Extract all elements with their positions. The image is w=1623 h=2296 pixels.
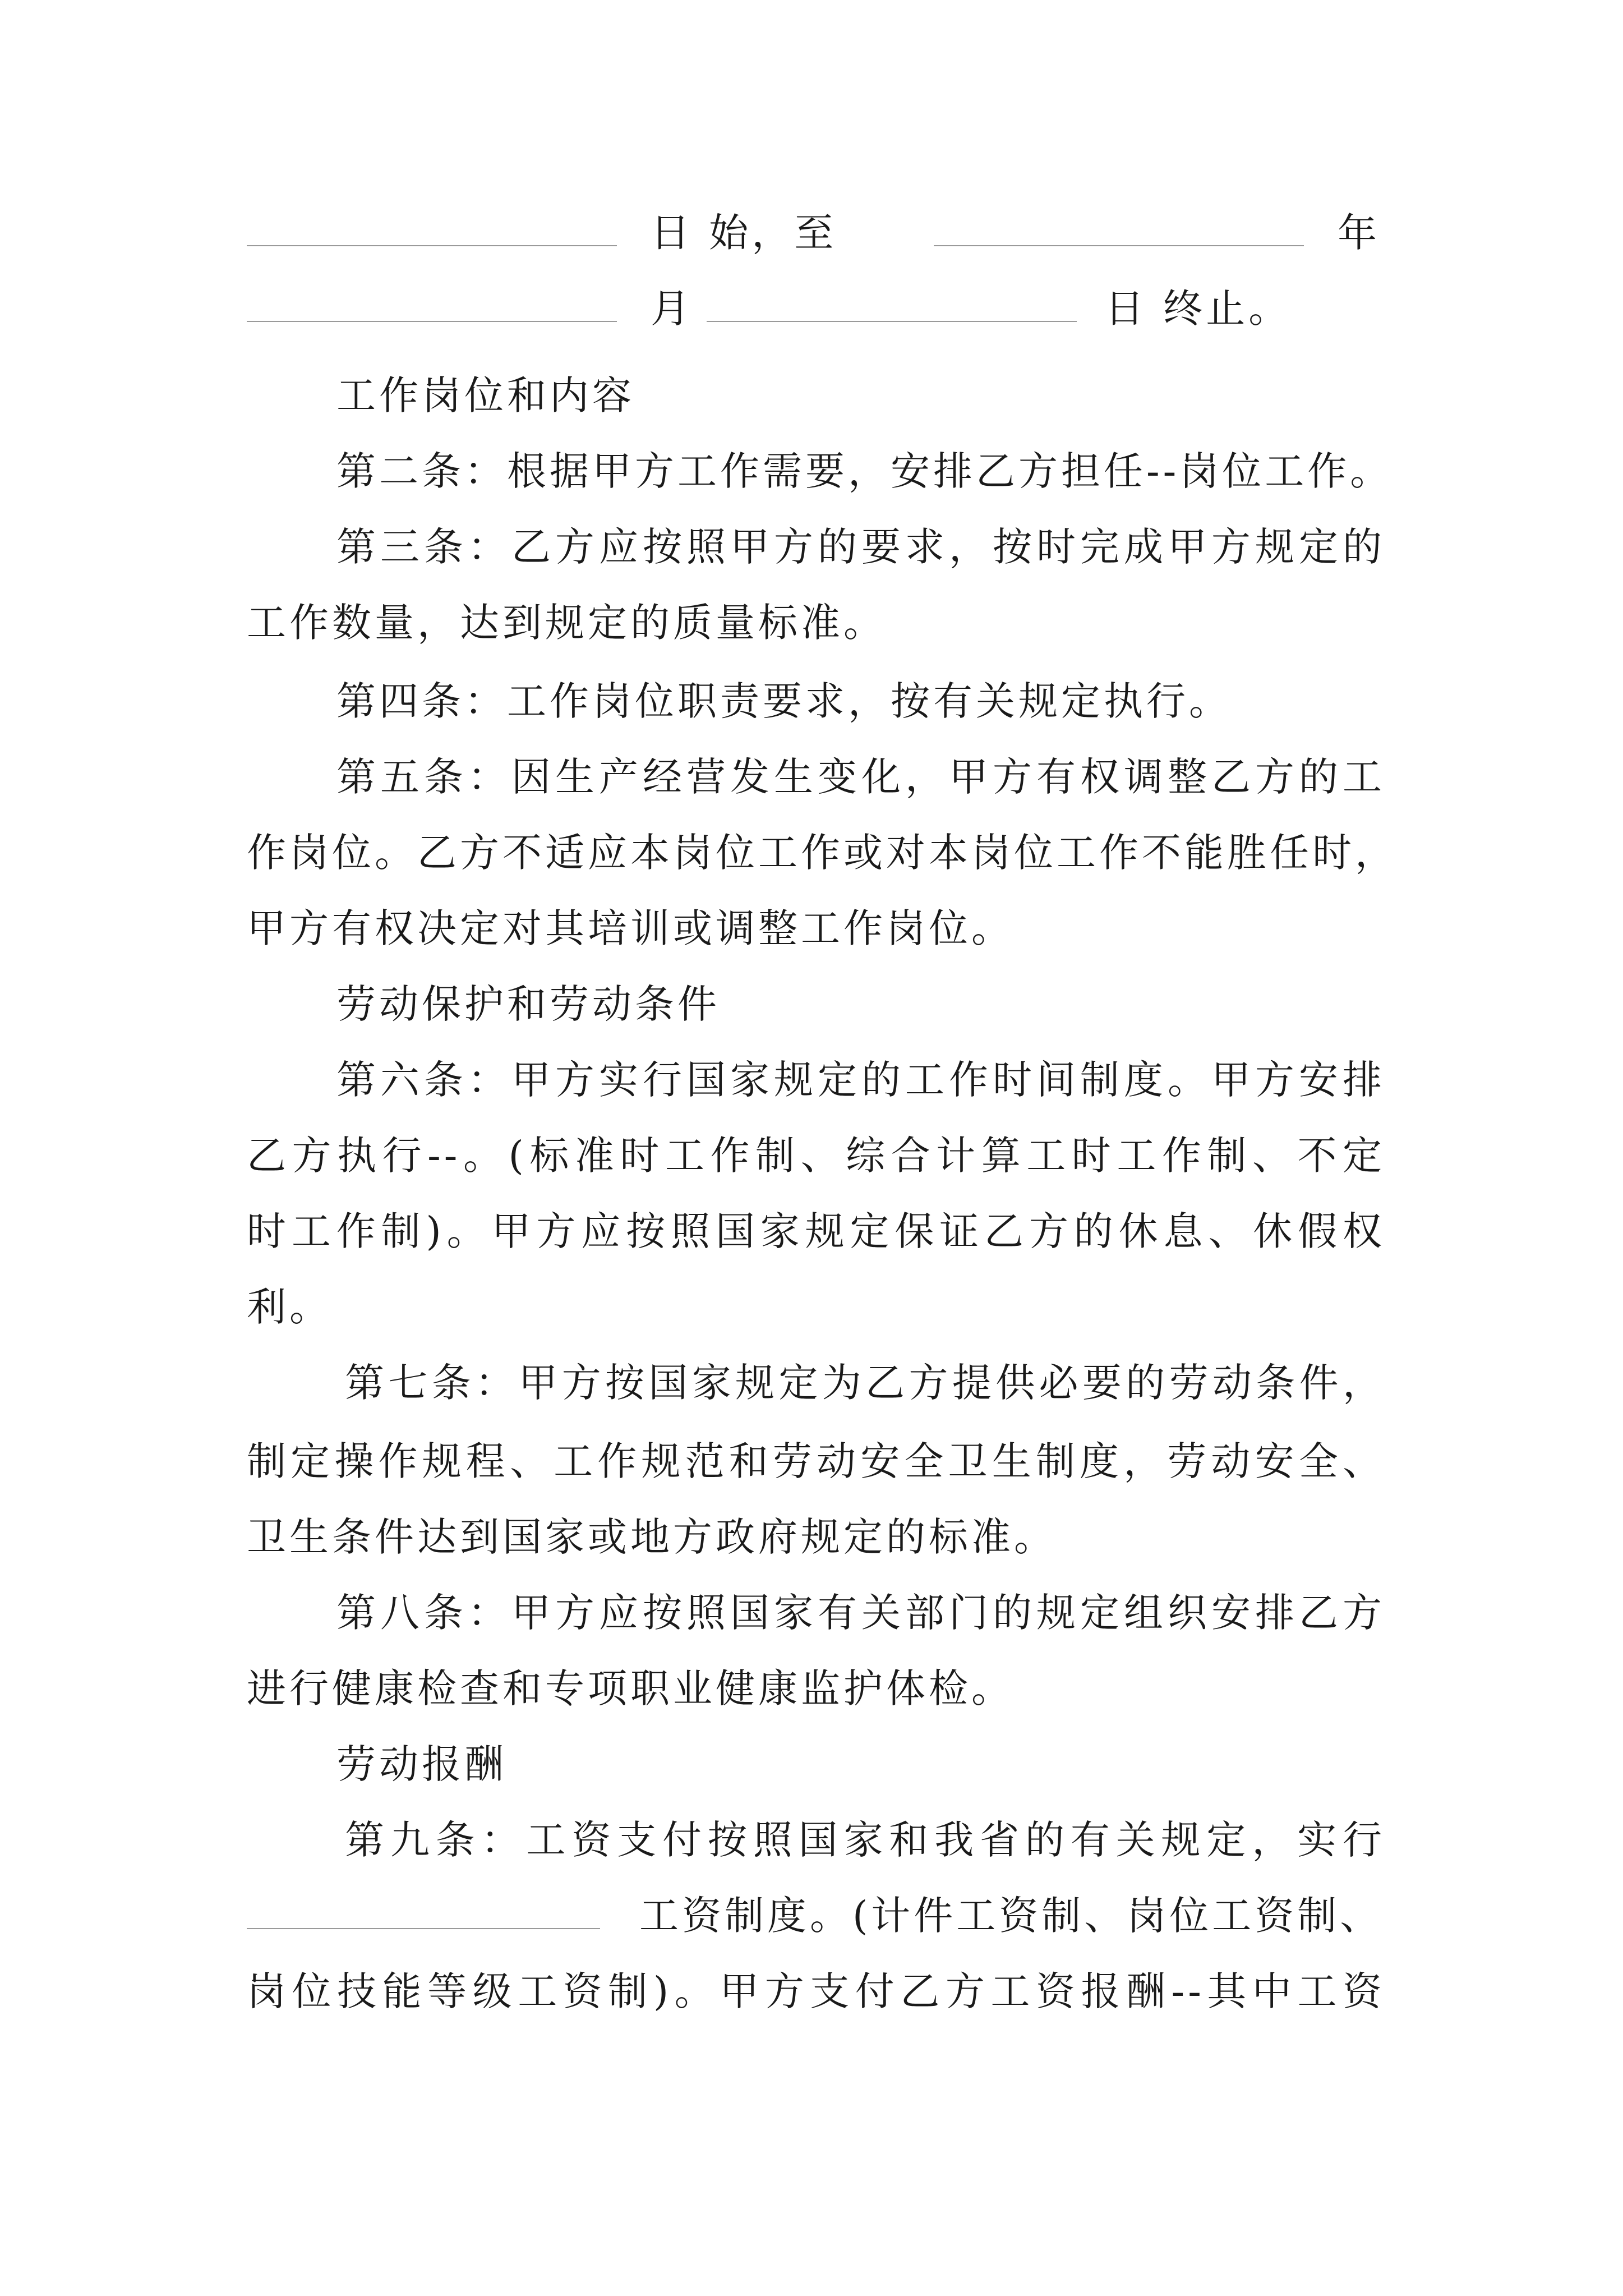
blank-field bbox=[707, 280, 1077, 322]
text-segment: 月 bbox=[651, 286, 693, 332]
blank-field bbox=[934, 205, 1304, 246]
clause-6: 第六条：甲方实行国家规定的工作时间制度。甲方安排 bbox=[336, 1057, 1385, 1103]
clause-9-cont: 岗位技能等级工资制)。甲方支付乙方工资报酬--其中工资 bbox=[247, 1968, 1385, 2014]
clause-7-cont: 卫生条件达到国家或地方政府规定的标准。 bbox=[247, 1514, 1057, 1560]
clause-3: 第三条：乙方应按照甲方的要求，按时完成甲方规定的 bbox=[336, 524, 1385, 570]
clause-9: 第九条：工资支付按照国家和我省的有关规定，实行 bbox=[345, 1817, 1385, 1863]
clause-5-cont: 甲方有权决定对其培训或调整工作岗位。 bbox=[247, 905, 1014, 951]
text-segment: 年 bbox=[1338, 210, 1380, 256]
clause-6-cont: 乙方执行--。(标准时工作制、综合计算工时工作制、不定 bbox=[247, 1133, 1385, 1179]
section-heading: 劳动保护和劳动条件 bbox=[336, 981, 720, 1027]
clause-2: 第二条：根据甲方工作需要，安排乙方担任--岗位工作。 bbox=[336, 448, 1393, 494]
date-start-line bbox=[247, 205, 1385, 261]
text-segment: 日 终止。 bbox=[1105, 286, 1292, 332]
clause-8-cont: 进行健康检查和专项职业健康监护体检。 bbox=[247, 1665, 1014, 1711]
section-heading: 劳动报酬 bbox=[336, 1741, 507, 1787]
date-end-line bbox=[247, 280, 1385, 337]
text-segment: 工资制度。(计件工资制、岗位工资制、 bbox=[639, 1893, 1383, 1939]
text-segment: 日 始，至 bbox=[651, 210, 837, 256]
clause-8: 第八条：甲方应按照国家有关部门的规定组织安排乙方 bbox=[336, 1590, 1385, 1636]
clause-7: 第七条：甲方按国家规定为乙方提供必要的劳动条件， bbox=[345, 1360, 1385, 1406]
blank-field bbox=[247, 280, 617, 322]
clause-9-cont bbox=[247, 1888, 1385, 1944]
clause-6-cont: 时工作制)。甲方应按照国家规定保证乙方的休息、休假权 bbox=[247, 1208, 1385, 1254]
clause-6-cont: 利。 bbox=[247, 1284, 332, 1330]
clause-3-cont: 工作数量，达到规定的质量标准。 bbox=[247, 600, 886, 646]
section-heading: 工作岗位和内容 bbox=[336, 372, 635, 418]
blank-field bbox=[247, 205, 617, 246]
clause-5: 第五条：因生产经营发生变化，甲方有权调整乙方的工 bbox=[336, 754, 1385, 800]
clause-5-cont: 作岗位。乙方不适应本岗位工作或对本岗位工作不能胜任时， bbox=[247, 830, 1398, 876]
clause-7-cont: 制定操作规程、工作规范和劳动安全卫生制度，劳动安全、 bbox=[247, 1438, 1385, 1484]
blank-field bbox=[247, 1888, 600, 1929]
clause-4: 第四条：工作岗位职责要求，按有关规定执行。 bbox=[336, 678, 1232, 724]
